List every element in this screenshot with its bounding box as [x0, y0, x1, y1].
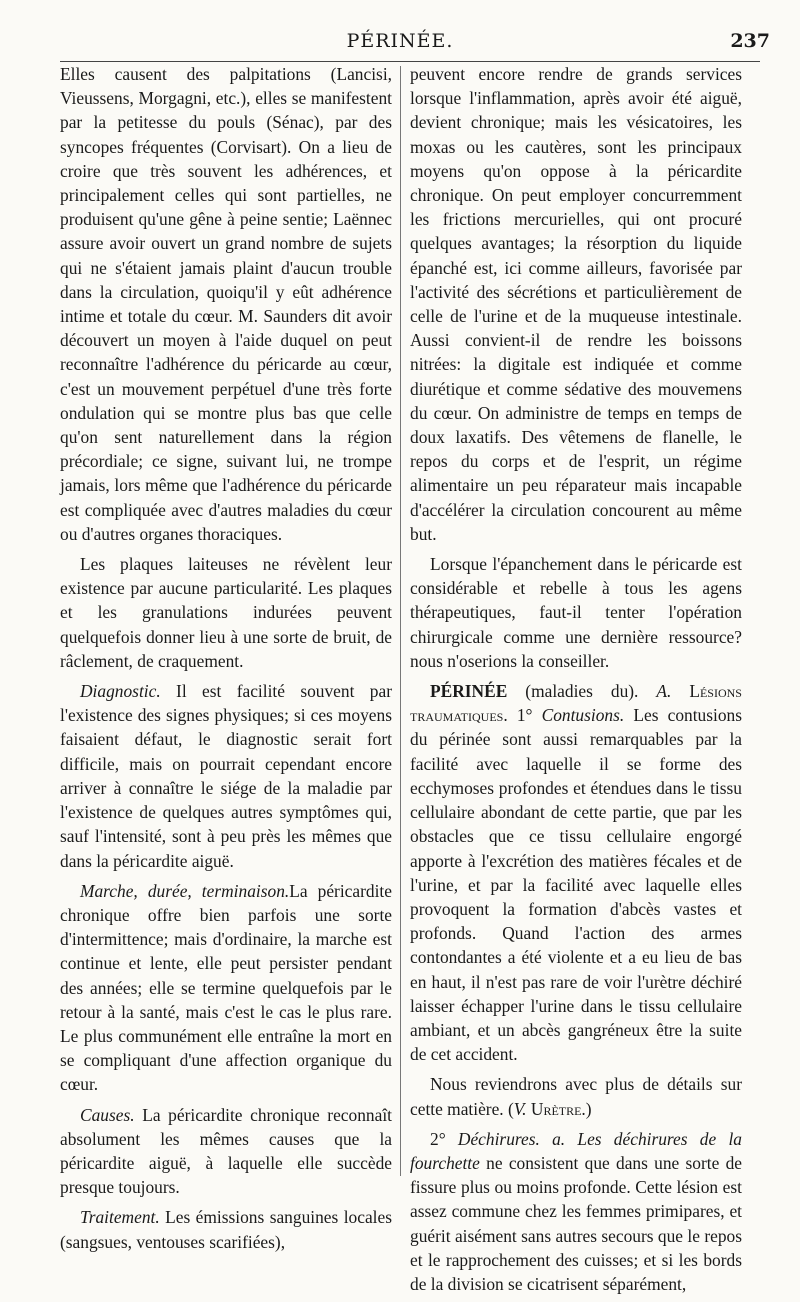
- section-letter: A.: [656, 681, 672, 702]
- subsection-heading: Déchirures. a. Les déchirures de la fourchette: [410, 1128, 742, 1173]
- paragraph: Elles causent des palpitations (Lancisi, Vieussens, Morgagni, etc.), elles se manifestent par la petitesse du pouls (Sénac), par des syncopes fréquentes (Corvisart). On a lieu de croire que très souvent les adhérences, et principalement celles qui sont partielles, ne produisent qu'une gêne à peine sentie; Laënnec assure avoir ouvert un grand nombre de sujets qui ne s'étaient jamais plaint d'aucun trouble dans la circulation, quoiqu'il y eût adhérence intime et totale du cœur. M. Saunders dit avoir découvert un moyen à l'aide duquel on peut reconnaître l'adhérence du péricarde au cœur, c'est un mouvement perpétuel d'une très forte ondulation qui se montre plus bas que celle qu'on sent naturellement dans la région précordiale; ce signe, suivant lui, ne trompe jamais, lors même que l'adhérence du péricarde est compliquée avec d'autres maladies du cœur ou d'autres organes thoraciques.: [60, 64, 392, 544]
- paragraph-heading: Diagnostic.: [80, 681, 161, 702]
- paragraph-body: Les émissions sanguines locales (sangsues, ventouses scarifiées),: [60, 1207, 392, 1252]
- paragraph: [60, 879, 392, 1097]
- left-column: [60, 62, 392, 1260]
- paragraph-body: La péricardite chronique offre bien parfois une sorte d'intermittence; mais d'ordinaire, la marche est continue et lente, elle peut persister pendant des années; elle se termine quelquefois par le retour à la santé, mais c'est le cas le plus rare. Le plus communément elle entraîne la mort en se compliquant d'une affection organique du cœur.: [60, 880, 392, 1095]
- paragraph: [60, 679, 392, 873]
- right-column: [410, 62, 742, 1302]
- paragraph: Les plaques laiteuses ne révèlent leur existence par aucune particularité. Les plaques et les granulations indurées peuvent quelquefois donner lieu à une sorte de bruit, de râclement, de craquement.: [60, 554, 392, 671]
- section-number: 2°: [430, 1128, 458, 1149]
- paragraph: Lorsque l'épanchement dans le péricarde est considérable et rebelle à tous les agens thérapeutiques, faut-il tenter l'opération chirurgicale comme une dernière ressource? nous n'oserions la conseiller.: [410, 554, 742, 671]
- paragraph: [60, 1205, 392, 1253]
- section-number: 1°: [507, 705, 542, 726]
- paragraph-body: ne consistent que dans une sorte de fissure plus ou moins profonde. Cette lésion est assez commune chez les femmes primipares, et guérit aisément sans autres secours que le repos et le rapprochement des cuisses; et si les bords de la division se cicatrisent séparément,: [410, 1152, 742, 1294]
- paragraph-heading: Marche, durée, terminaison.: [80, 880, 290, 901]
- subsection-heading: Contusions.: [541, 705, 625, 726]
- paragraph: [60, 1103, 392, 1200]
- cross-reference: Urètre.: [526, 1098, 586, 1119]
- running-title: PÉRINÉE.: [346, 30, 454, 52]
- paragraph: [410, 1127, 742, 1296]
- paragraph-heading: Causes.: [80, 1104, 135, 1125]
- entry-perinee: [410, 679, 742, 1066]
- paragraph-body: Nous reviendrons avec plus de détails sur cette matière. (: [410, 1074, 742, 1119]
- paragraph: peuvent encore rendre de grands services lorsque l'inflammation, après avoir été aiguë, devient chronique; mais les vésicatoires, les moxas ou les cautères, sont les principaux moyens qu'on oppose à la péricardite chronique. On peut employer concurremment les frictions mercurielles, qui ont procuré quelques avantages; la résorption du liquide épanché est, ici comme ailleurs, favorisée par l'activité des sécrétions et particulièrement de celle de l'urine et de la muqueuse intestinale. Aussi convient-il de rendre les boissons nitrées: la digitale est indiquée et comme diurétique et comme sédative des mouvemens du cœur. On administre de temps en temps de doux laxatifs. Des vêtemens de flanelle, le repos du corps et de l'esprit, un régime alimentaire un peu réparateur mais incapable d'accélérer la circulation concourent au même but.: [410, 64, 742, 544]
- entry-title: PÉRINÉE: [430, 681, 508, 702]
- paragraph-close: ): [585, 1098, 592, 1119]
- page-number: 237: [730, 30, 770, 52]
- paragraph-body: La péricardite chronique reconnaît absolument les mêmes causes que la péricardite aiguë, à laquelle elle succède presque toujours.: [60, 1104, 392, 1198]
- paragraph-body: Il est facilité souvent par l'existence des signes physiques; si ces moyens faisaient défaut, le diagnostic serait fort difficile, mais on pourrait cependant encore arriver à connaître le siége de la maladie par l'existence de quelques autres symptômes qui, sauf l'intensité, sont à peu près les mêmes que dans la péricardite aiguë.: [60, 681, 392, 871]
- column-divider: [400, 66, 401, 1176]
- paragraph-body: Les contusions du périnée sont aussi remarquables par la facilité avec laquelle il se forme des ecchymoses profondes et étendues dans le tissu cellulaire abondant de cette partie, que par les obstacles que ce tissu cellulaire engorgé apporte à l'excrétion des matières fécales et de l'urine, et par la facilité avec laquelle elles provoquent la formation d'abcès vastes et profonds. Quand l'action des armes contondantes a été violente et a eu lieu de bas en haut, il n'est pas rare de voir l'urètre déchiré laisser échapper l'urine dans le tissu cellulaire ambiant, et un abcès gangréneux être la suite de cet accident.: [410, 705, 742, 1065]
- entry-subtitle: (maladies du).: [507, 681, 657, 702]
- cross-reference-prefix: V.: [513, 1098, 527, 1119]
- section-heading: Lésions traumatiques.: [410, 681, 742, 726]
- paragraph-heading: Traitement.: [80, 1207, 160, 1228]
- paragraph: [410, 1072, 742, 1120]
